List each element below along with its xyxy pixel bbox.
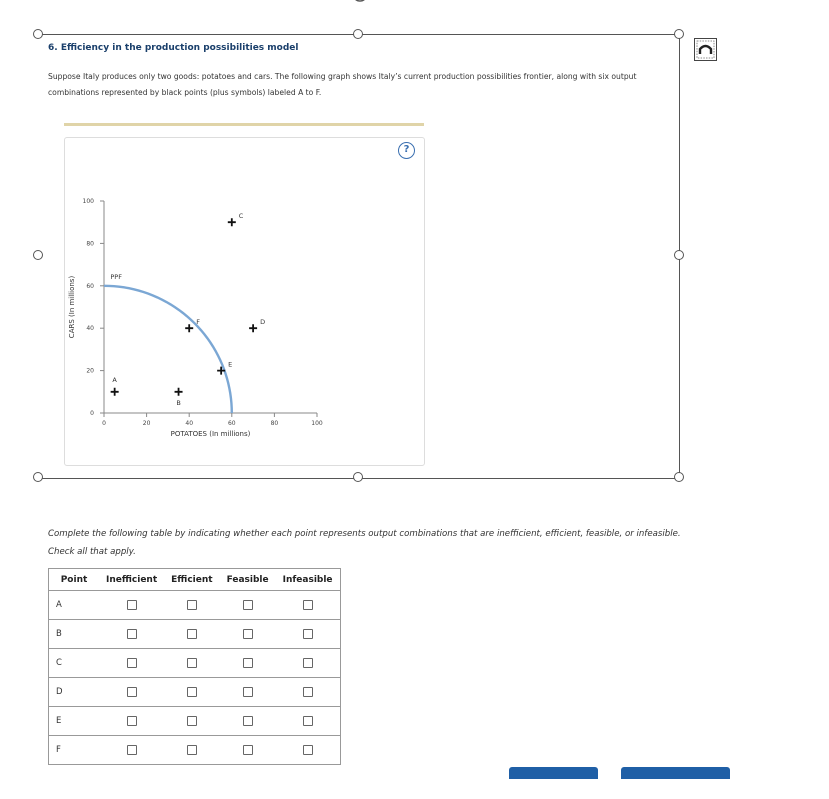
resize-handle-top-right[interactable] <box>674 29 684 39</box>
fold-icon[interactable] <box>694 38 717 61</box>
checkbox-e-feasible[interactable] <box>243 716 253 726</box>
checkbox-b-infeasible[interactable] <box>303 629 313 639</box>
grade-button[interactable] <box>509 767 598 779</box>
instructions <box>48 525 748 561</box>
instructions-line-2: Check all that apply. <box>48 547 136 557</box>
cell-feasible <box>220 736 276 765</box>
point-cell: E <box>49 707 100 736</box>
checkbox-d-infeasible[interactable] <box>303 687 313 697</box>
help-icon[interactable]: ? <box>398 142 415 159</box>
checkbox-f-infeasible[interactable] <box>303 745 313 755</box>
cell-infeasible <box>276 678 340 707</box>
section-description: Suppose Italy produces only two goods: potatoes and cars. The following graph shows Italy’s current production possibilities frontier, along with six output combinations represented by black points (plus symbols) labeled A to F. <box>48 72 637 97</box>
point-d <box>249 324 257 332</box>
table-row <box>49 707 341 736</box>
point-label-f: F <box>196 318 200 327</box>
divider <box>64 123 424 126</box>
cell-feasible <box>220 591 276 620</box>
checkbox-c-feasible[interactable] <box>243 658 253 668</box>
x-tick-label: 100 <box>311 420 323 427</box>
x-tick-label: 40 <box>185 420 194 427</box>
checkbox-b-feasible[interactable] <box>243 629 253 639</box>
resize-handle-top-left[interactable] <box>33 29 43 39</box>
point-label-a: A <box>112 375 117 384</box>
cell-efficient <box>164 591 219 620</box>
checkbox-a-infeasible[interactable] <box>303 600 313 610</box>
y-tick-label: 100 <box>82 198 94 205</box>
column-header-point: Point <box>49 569 100 591</box>
point-cell: B <box>49 620 100 649</box>
resize-handle-middle-left[interactable] <box>33 250 43 260</box>
y-tick-label: 20 <box>86 367 94 375</box>
cell-feasible <box>220 707 276 736</box>
column-header-efficient: Efficient <box>164 569 219 591</box>
cell-inefficient <box>99 591 164 620</box>
rotate-handle-icon[interactable] <box>350 0 370 4</box>
ppf-label: PPF <box>110 272 122 281</box>
checkbox-f-inefficient[interactable] <box>127 745 137 755</box>
checkbox-c-infeasible[interactable] <box>303 658 313 668</box>
cell-feasible <box>220 620 276 649</box>
x-tick-label: 0 <box>102 420 106 427</box>
cell-infeasible <box>276 591 340 620</box>
y-axis-label: CARS (In millions) <box>68 275 76 339</box>
point-f <box>185 324 193 332</box>
checkbox-f-feasible[interactable] <box>243 745 253 755</box>
cell-infeasible <box>276 620 340 649</box>
table-row <box>49 620 341 649</box>
checkbox-c-efficient[interactable] <box>187 658 197 668</box>
checkbox-e-efficient[interactable] <box>187 716 197 726</box>
y-tick-label: 80 <box>86 240 94 248</box>
checkbox-e-inefficient[interactable] <box>127 716 137 726</box>
checkbox-d-inefficient[interactable] <box>127 687 137 697</box>
point-b <box>175 388 183 396</box>
cell-inefficient <box>99 736 164 765</box>
point-label-b: B <box>176 398 181 407</box>
cell-inefficient <box>99 620 164 649</box>
x-tick-label: 20 <box>142 420 151 427</box>
answer-table-header <box>49 569 341 591</box>
ppf-chart <box>64 137 424 465</box>
point-cell: F <box>49 736 100 765</box>
checkbox-d-efficient[interactable] <box>187 687 197 697</box>
resize-handle-top-middle[interactable] <box>353 29 363 39</box>
column-header-feasible: Feasible <box>220 569 276 591</box>
cell-infeasible <box>276 736 340 765</box>
cell-infeasible <box>276 649 340 678</box>
table-row <box>49 736 341 765</box>
cell-efficient <box>164 620 219 649</box>
answer-table <box>48 568 341 765</box>
checkbox-f-efficient[interactable] <box>187 745 197 755</box>
point-cell: A <box>49 591 100 620</box>
cell-inefficient <box>99 649 164 678</box>
resize-handle-bottom-middle[interactable] <box>353 472 363 482</box>
checkbox-a-feasible[interactable] <box>243 600 253 610</box>
point-label-d: D <box>260 318 266 327</box>
y-tick-label: 0 <box>90 410 94 417</box>
cell-efficient <box>164 707 219 736</box>
column-header-infeasible: Infeasible <box>276 569 340 591</box>
checkbox-a-inefficient[interactable] <box>127 600 137 610</box>
checkbox-a-efficient[interactable] <box>187 600 197 610</box>
checkbox-d-feasible[interactable] <box>243 687 253 697</box>
point-cell: C <box>49 649 100 678</box>
checkbox-c-inefficient[interactable] <box>127 658 137 668</box>
point-label-e: E <box>228 360 233 369</box>
column-header-inefficient: Inefficient <box>99 569 164 591</box>
y-tick-label: 60 <box>86 282 94 290</box>
resize-handle-middle-right[interactable] <box>674 250 684 260</box>
instructions-line-1: Complete the following table by indicating whether each point represents output combinations that are inefficient, efficient, feasible, or infeasible. <box>48 529 681 539</box>
table-row <box>49 649 341 678</box>
resize-handle-bottom-left[interactable] <box>33 472 43 482</box>
resize-handle-bottom-right[interactable] <box>674 472 684 482</box>
cell-efficient <box>164 678 219 707</box>
cell-inefficient <box>99 707 164 736</box>
point-a <box>111 388 119 396</box>
x-axis-label: POTATOES (In millions) <box>170 430 251 438</box>
checkbox-b-efficient[interactable] <box>187 629 197 639</box>
save-button[interactable] <box>621 767 730 779</box>
cell-feasible <box>220 678 276 707</box>
cell-feasible <box>220 649 276 678</box>
cell-infeasible <box>276 707 340 736</box>
point-cell: D <box>49 678 100 707</box>
checkbox-e-infeasible[interactable] <box>303 716 313 726</box>
x-tick-label: 80 <box>270 420 279 427</box>
table-row <box>49 678 341 707</box>
cell-inefficient <box>99 678 164 707</box>
y-tick-label: 40 <box>86 325 94 333</box>
table-row <box>49 591 341 620</box>
cell-efficient <box>164 736 219 765</box>
x-tick-label: 60 <box>227 420 236 427</box>
point-c <box>228 218 236 226</box>
cell-efficient <box>164 649 219 678</box>
ppf-curve <box>104 286 232 413</box>
section-title: 6. Efficiency in the production possibilities model <box>48 43 299 53</box>
checkbox-b-inefficient[interactable] <box>127 629 137 639</box>
point-label-c: C <box>238 212 244 221</box>
